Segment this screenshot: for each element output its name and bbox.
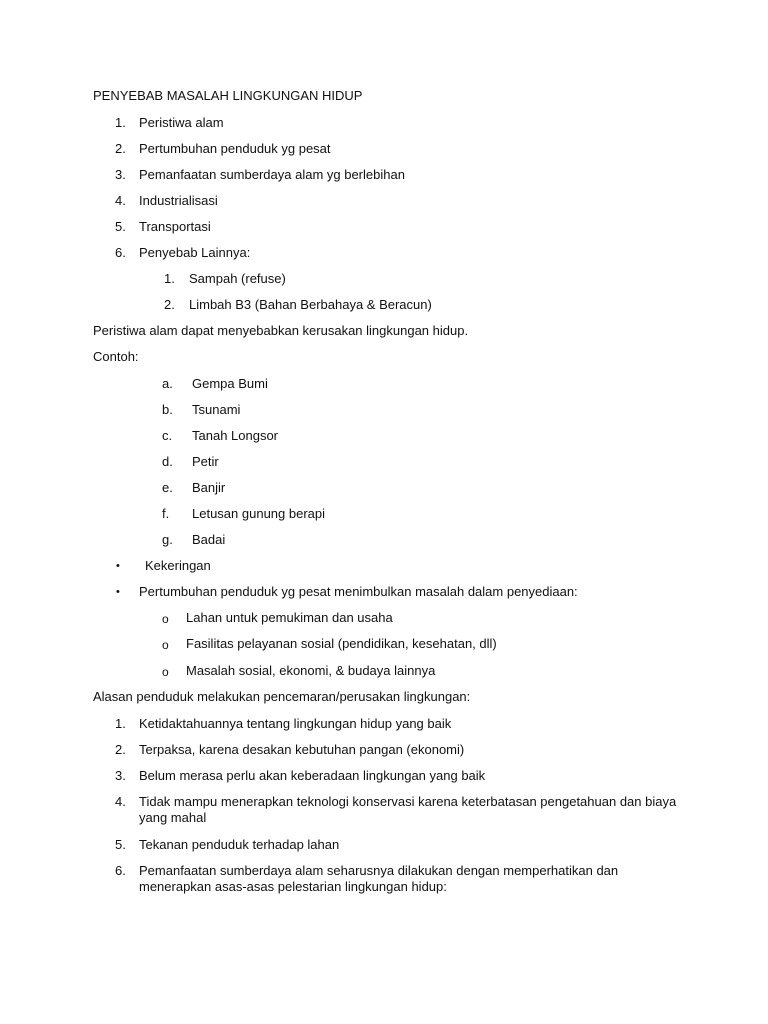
- list-number: 5.: [115, 837, 126, 852]
- list-number: 2.: [115, 141, 126, 156]
- natural-events-paragraph: Peristiwa alam dapat menyebabkan kerusakan lingkungan hidup.: [93, 323, 469, 338]
- bullet-icon: •: [116, 586, 120, 598]
- list-item-text: Ketidaktahuannya tentang lingkungan hidup yang baik: [139, 716, 452, 731]
- circle-bullet-icon: o: [162, 612, 169, 626]
- list-item-text: Masalah sosial, ekonomi, & budaya lainnya: [186, 663, 436, 678]
- list-item-text: Sampah (refuse): [189, 271, 286, 286]
- list-item-text: Gempa Bumi: [192, 376, 268, 391]
- list-number: 4.: [115, 193, 126, 208]
- list-item-text: Banjir: [192, 480, 226, 495]
- reasons-intro: Alasan penduduk melakukan pencemaran/perusakan lingkungan:: [93, 689, 471, 704]
- list-letter: d.: [162, 454, 173, 469]
- list-item-text: Tidak mampu menerapkan teknologi konservasi karena keterbatasan pengetahuan dan biaya: [139, 794, 677, 809]
- list-number: 5.: [115, 219, 126, 234]
- list-number: 3.: [115, 167, 126, 182]
- list-number: 1.: [115, 115, 126, 130]
- document-title: PENYEBAB MASALAH LINGKUNGAN HIDUP: [93, 88, 363, 103]
- bullet-icon: •: [116, 560, 120, 572]
- list-letter: e.: [162, 480, 173, 495]
- list-letter: c.: [162, 428, 173, 443]
- circle-bullet-icon: o: [162, 638, 169, 652]
- list-number: 1.: [164, 271, 175, 286]
- list-item-text: Lahan untuk pemukiman dan usaha: [186, 610, 393, 625]
- list-item-text: Industrialisasi: [139, 193, 218, 208]
- list-item-text: Petir: [192, 454, 219, 469]
- list-item-text-continuation: menerapkan asas-asas pelestarian lingkungan hidup:: [139, 879, 447, 894]
- list-number: 4.: [115, 794, 126, 809]
- list-item-text: Penyebab Lainnya:: [139, 245, 251, 260]
- circle-bullet-icon: o: [162, 665, 169, 679]
- list-letter: f.: [162, 506, 170, 521]
- list-item-text: Pemanfaatan sumberdaya alam yg berlebihan: [139, 167, 405, 182]
- list-letter: b.: [162, 402, 173, 417]
- list-item-text: Fasilitas pelayanan sosial (pendidikan, kesehatan, dll): [186, 636, 497, 651]
- list-number: 2.: [115, 742, 126, 757]
- list-item-text: Kekeringan: [145, 558, 211, 573]
- list-item-text: Terpaksa, karena desakan kebutuhan pangan (ekonomi): [139, 742, 465, 757]
- list-item-text: Belum merasa perlu akan keberadaan lingkungan yang baik: [139, 768, 486, 783]
- list-item-text-continuation: yang mahal: [139, 810, 207, 825]
- list-item-text: Tekanan penduduk terhadap lahan: [139, 837, 340, 852]
- list-item-text: Tanah Longsor: [192, 428, 279, 443]
- list-item-text: Pertumbuhan penduduk yg pesat: [139, 141, 331, 156]
- list-item-text: Badai: [192, 532, 226, 547]
- list-item-text: Peristiwa alam: [139, 115, 224, 130]
- list-number: 6.: [115, 245, 126, 260]
- list-number: 2.: [164, 297, 175, 312]
- list-item-text: Pemanfaatan sumberdaya alam seharusnya dilakukan dengan memperhatikan dan: [139, 863, 619, 878]
- list-item-text: Tsunami: [192, 402, 241, 417]
- list-item-text: Pertumbuhan penduduk yg pesat menimbulkan masalah dalam penyediaan:: [139, 584, 578, 599]
- list-number: 1.: [115, 716, 126, 731]
- list-item-text: Letusan gunung berapi: [192, 506, 326, 521]
- list-item-text: Limbah B3 (Bahan Berbahaya & Beracun): [189, 297, 432, 312]
- list-item-text: Transportasi: [139, 219, 211, 234]
- list-number: 6.: [115, 863, 126, 878]
- list-number: 3.: [115, 768, 126, 783]
- list-letter: a.: [162, 376, 173, 391]
- list-letter: g.: [162, 532, 173, 547]
- example-label: Contoh:: [93, 349, 139, 364]
